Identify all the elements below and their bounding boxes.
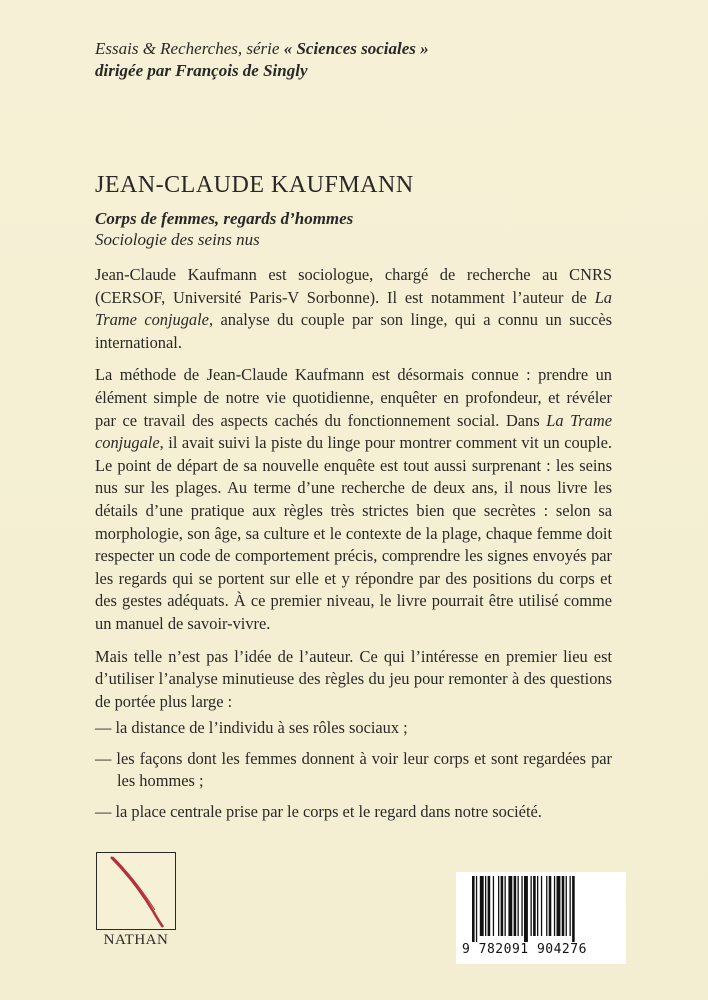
paragraph-purpose: Mais telle n’est pas l’idée de l’auteur. Ce qui l’intéresse en premier lieu est d’utiliser l’analyse minutieuse des règles du jeu pour remonter à des questions de portée plus large : <box>95 646 612 711</box>
list-item: — les façons dont les femmes donnent à voir leur corps et sont regardées par les hommes ; <box>95 748 612 791</box>
bio-text-end: , analyse du couple par son linge, qui a connu un succès international. <box>95 310 612 352</box>
publisher-name: NATHAN <box>103 932 169 948</box>
book-reference: La Trame conjugale <box>95 287 612 330</box>
paragraph-author-bio <box>95 264 612 354</box>
book-reference: La Trame conjugale <box>95 410 612 453</box>
publisher-logo <box>96 852 176 950</box>
list-item: — la place centrale prise par le corps et le regard dans notre société. <box>95 802 542 822</box>
isbn-barcode <box>456 872 626 964</box>
series-director: dirigée par François de Singly <box>95 61 308 80</box>
publisher-logo-icon <box>96 852 176 930</box>
method-text-end: , il avait suivi la piste du linge pour montrer comment vit un couple. Le point de départ de sa nouvelle enquête est tout aussi surprenant : les seins nus sur les plages. Au terme d’une recherche de deux ans, il nous livre les détails d’une pratique aux règles très strictes bien que secrètes : selon sa morphologie, son âge, sa culture et le contexte de la plage, chaque femme doit respecter un code de comportement précis, comprendre les signes envoyés par les regards qui se portent sur elle et y répondre par des positions du corps et des gestes adéquats. À ce premier niveau, le livre pourrait être utilisé comme un manuel de savoir-vivre. <box>95 433 612 633</box>
barcode-bars <box>456 872 626 944</box>
isbn-number: 9 782091 904276 <box>462 942 587 957</box>
blurb <box>95 264 612 832</box>
series-name: Essais & Recherches, série <box>95 39 280 58</box>
book-title: Corps de femmes, regards d’hommes <box>95 209 354 228</box>
series-collection: « Sciences sociales » <box>283 39 429 58</box>
author-name: JEAN-CLAUDE KAUFMANN <box>95 172 414 198</box>
list-item: — la distance de l’individu à ses rôles sociaux ; <box>95 718 408 738</box>
series-line-1 <box>95 38 615 60</box>
method-text-start: La méthode de Jean-Claude Kaufmann est désormais connue : prendre un élément simple de notre vie quotidienne, enquêter en profondeur, et révéler par ce travail des aspects cachés du fonctionnement social. Dans <box>95 365 612 430</box>
book-subtitle: Sociologie des seins nus <box>95 230 260 249</box>
bio-text-start: Jean-Claude Kaufmann est sociologue, chargé de recherche au CNRS (CERSOF, Université Paris-V Sorbonne). Il est notamment l’auteur de <box>95 265 612 307</box>
paragraph-method <box>95 364 612 635</box>
series-info <box>95 38 615 82</box>
